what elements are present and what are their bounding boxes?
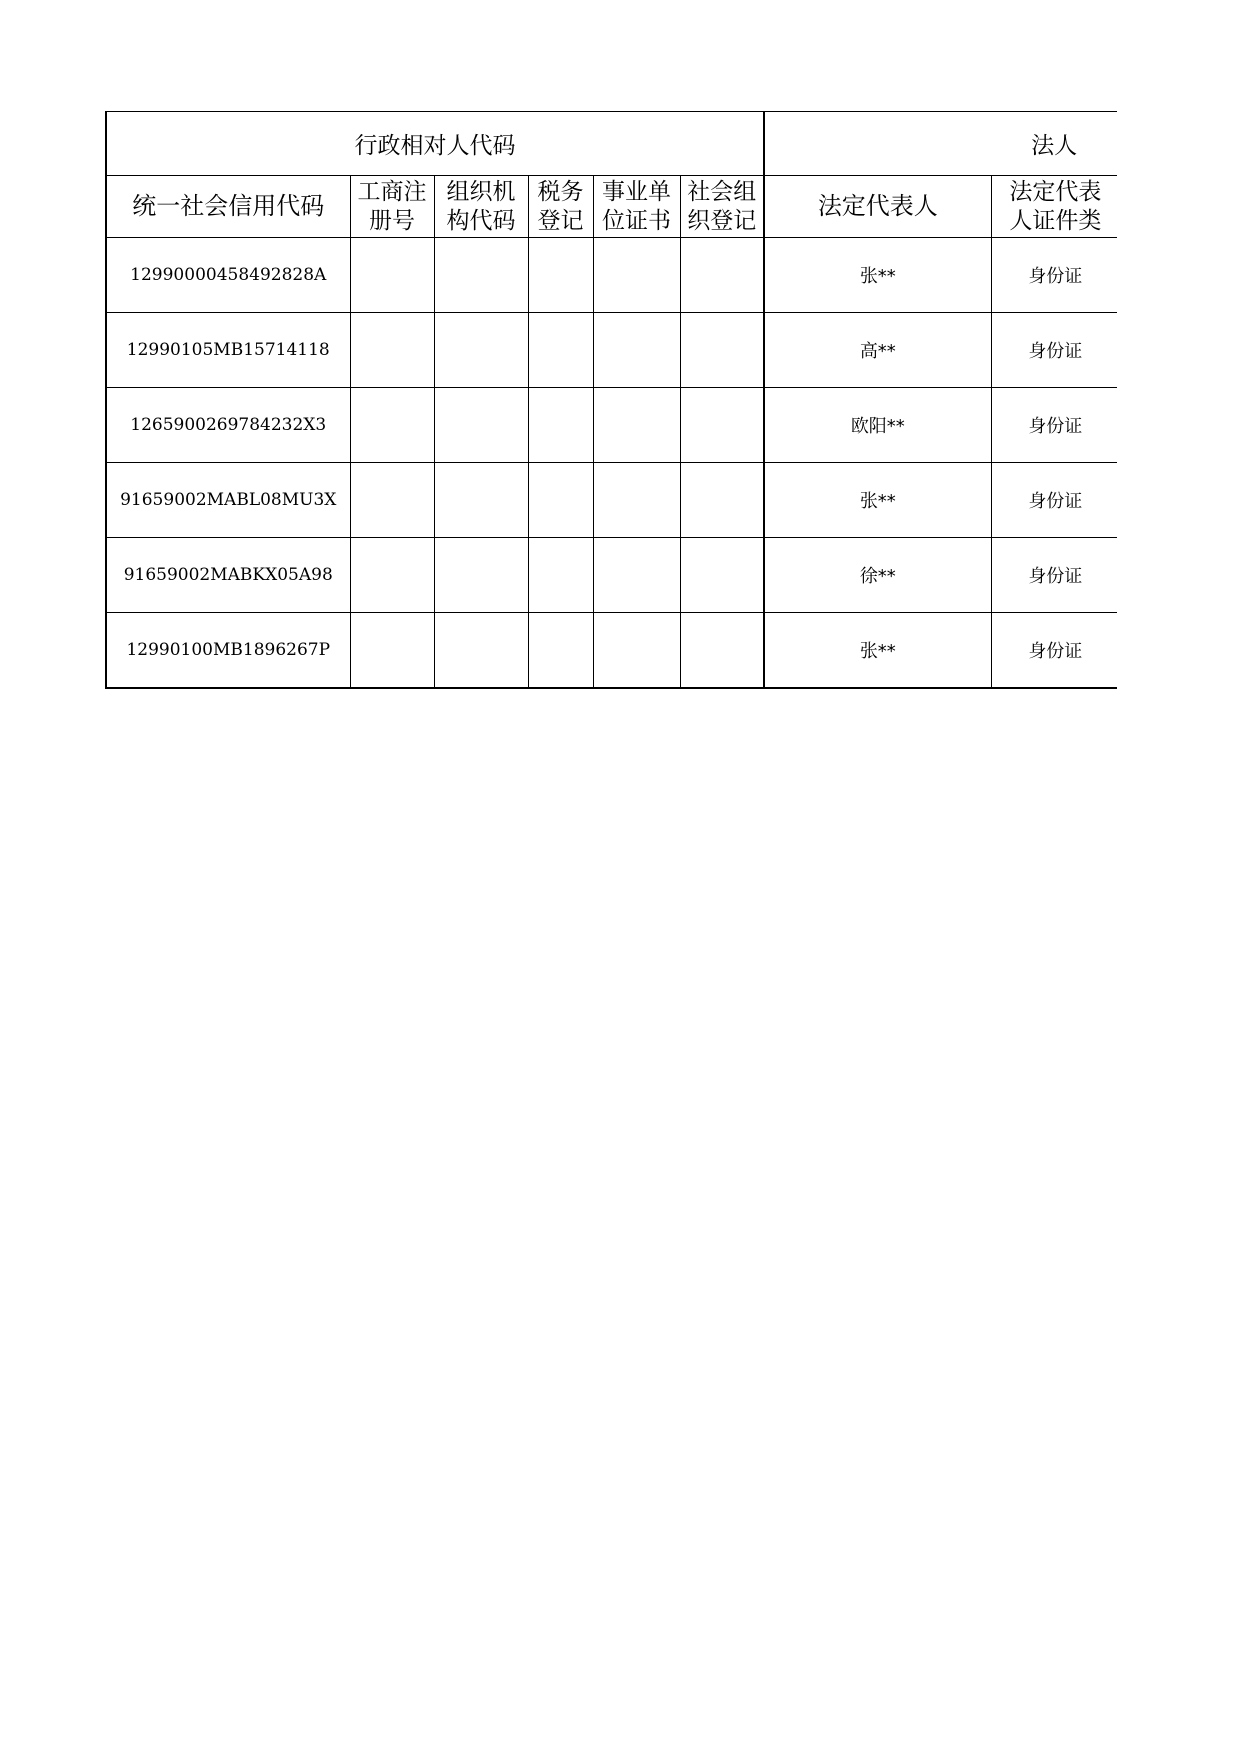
cell-credit-code: 91659002MABKX05A98	[106, 538, 350, 613]
cell-social-org-reg	[680, 538, 764, 613]
spreadsheet-page	[105, 111, 1117, 699]
cell-legal-rep: 徐**	[764, 538, 991, 613]
cell-institution-cert	[593, 538, 680, 613]
cell-institution-cert	[593, 388, 680, 463]
cell-legal-rep: 张**	[764, 238, 991, 313]
table-row	[106, 313, 1117, 388]
cell-social-org-reg	[680, 463, 764, 538]
cell-tax-reg	[528, 388, 593, 463]
cell-social-org-reg	[680, 613, 764, 689]
table-row	[106, 238, 1117, 313]
column-header-institution-cert: 事业单 位证书	[593, 176, 680, 238]
cell-id-type: 身份证	[991, 613, 1117, 689]
cell-social-org-reg	[680, 238, 764, 313]
cell-tax-reg	[528, 238, 593, 313]
cell-org-code	[434, 238, 528, 313]
cell-institution-cert	[593, 313, 680, 388]
cell-business-reg-no	[350, 313, 434, 388]
table-row	[106, 463, 1117, 538]
group-header-row	[106, 112, 1117, 176]
cell-business-reg-no	[350, 238, 434, 313]
cell-legal-rep: 张**	[764, 613, 991, 689]
column-header-row	[106, 176, 1117, 238]
cell-institution-cert	[593, 613, 680, 689]
table-row	[106, 538, 1117, 613]
cell-institution-cert	[593, 238, 680, 313]
cell-legal-rep: 张**	[764, 463, 991, 538]
column-header-legal-rep: 法定代表人	[764, 176, 991, 238]
cell-credit-code: 12990100MB1896267P	[106, 613, 350, 689]
cell-legal-rep: 高**	[764, 313, 991, 388]
cell-business-reg-no	[350, 613, 434, 689]
cell-tax-reg	[528, 613, 593, 689]
cell-business-reg-no	[350, 538, 434, 613]
cell-credit-code: 12990105MB15714118	[106, 313, 350, 388]
cell-id-type: 身份证	[991, 388, 1117, 463]
cell-org-code	[434, 538, 528, 613]
table-row	[106, 388, 1117, 463]
cell-credit-code: 91659002MABL08MU3X	[106, 463, 350, 538]
cell-institution-cert	[593, 463, 680, 538]
group-header-codes: 行政相对人代码	[106, 112, 764, 176]
cell-org-code	[434, 388, 528, 463]
table-row	[106, 613, 1117, 689]
cell-social-org-reg	[680, 388, 764, 463]
cell-credit-code: 1265900269784232X3	[106, 388, 350, 463]
column-header-id-type: 法定代表 人证件类	[991, 176, 1117, 238]
cell-credit-code: 12990000458492828A	[106, 238, 350, 313]
cell-id-type: 身份证	[991, 463, 1117, 538]
cell-id-type: 身份证	[991, 313, 1117, 388]
cell-legal-rep: 欧阳**	[764, 388, 991, 463]
column-header-social-org-reg: 社会组 织登记	[680, 176, 764, 238]
column-header-tax-reg: 税务 登记	[528, 176, 593, 238]
cell-tax-reg	[528, 313, 593, 388]
cell-tax-reg	[528, 538, 593, 613]
column-header-credit-code: 统一社会信用代码	[106, 176, 350, 238]
cell-org-code	[434, 463, 528, 538]
column-header-business-reg-no: 工商注 册号	[350, 176, 434, 238]
column-header-org-code: 组织机 构代码	[434, 176, 528, 238]
cell-tax-reg	[528, 463, 593, 538]
group-header-legal: 法人	[764, 112, 1117, 176]
cell-org-code	[434, 613, 528, 689]
cell-social-org-reg	[680, 313, 764, 388]
cell-business-reg-no	[350, 463, 434, 538]
data-table	[105, 111, 1117, 689]
cell-id-type: 身份证	[991, 538, 1117, 613]
cell-org-code	[434, 313, 528, 388]
cell-business-reg-no	[350, 388, 434, 463]
cell-id-type: 身份证	[991, 238, 1117, 313]
